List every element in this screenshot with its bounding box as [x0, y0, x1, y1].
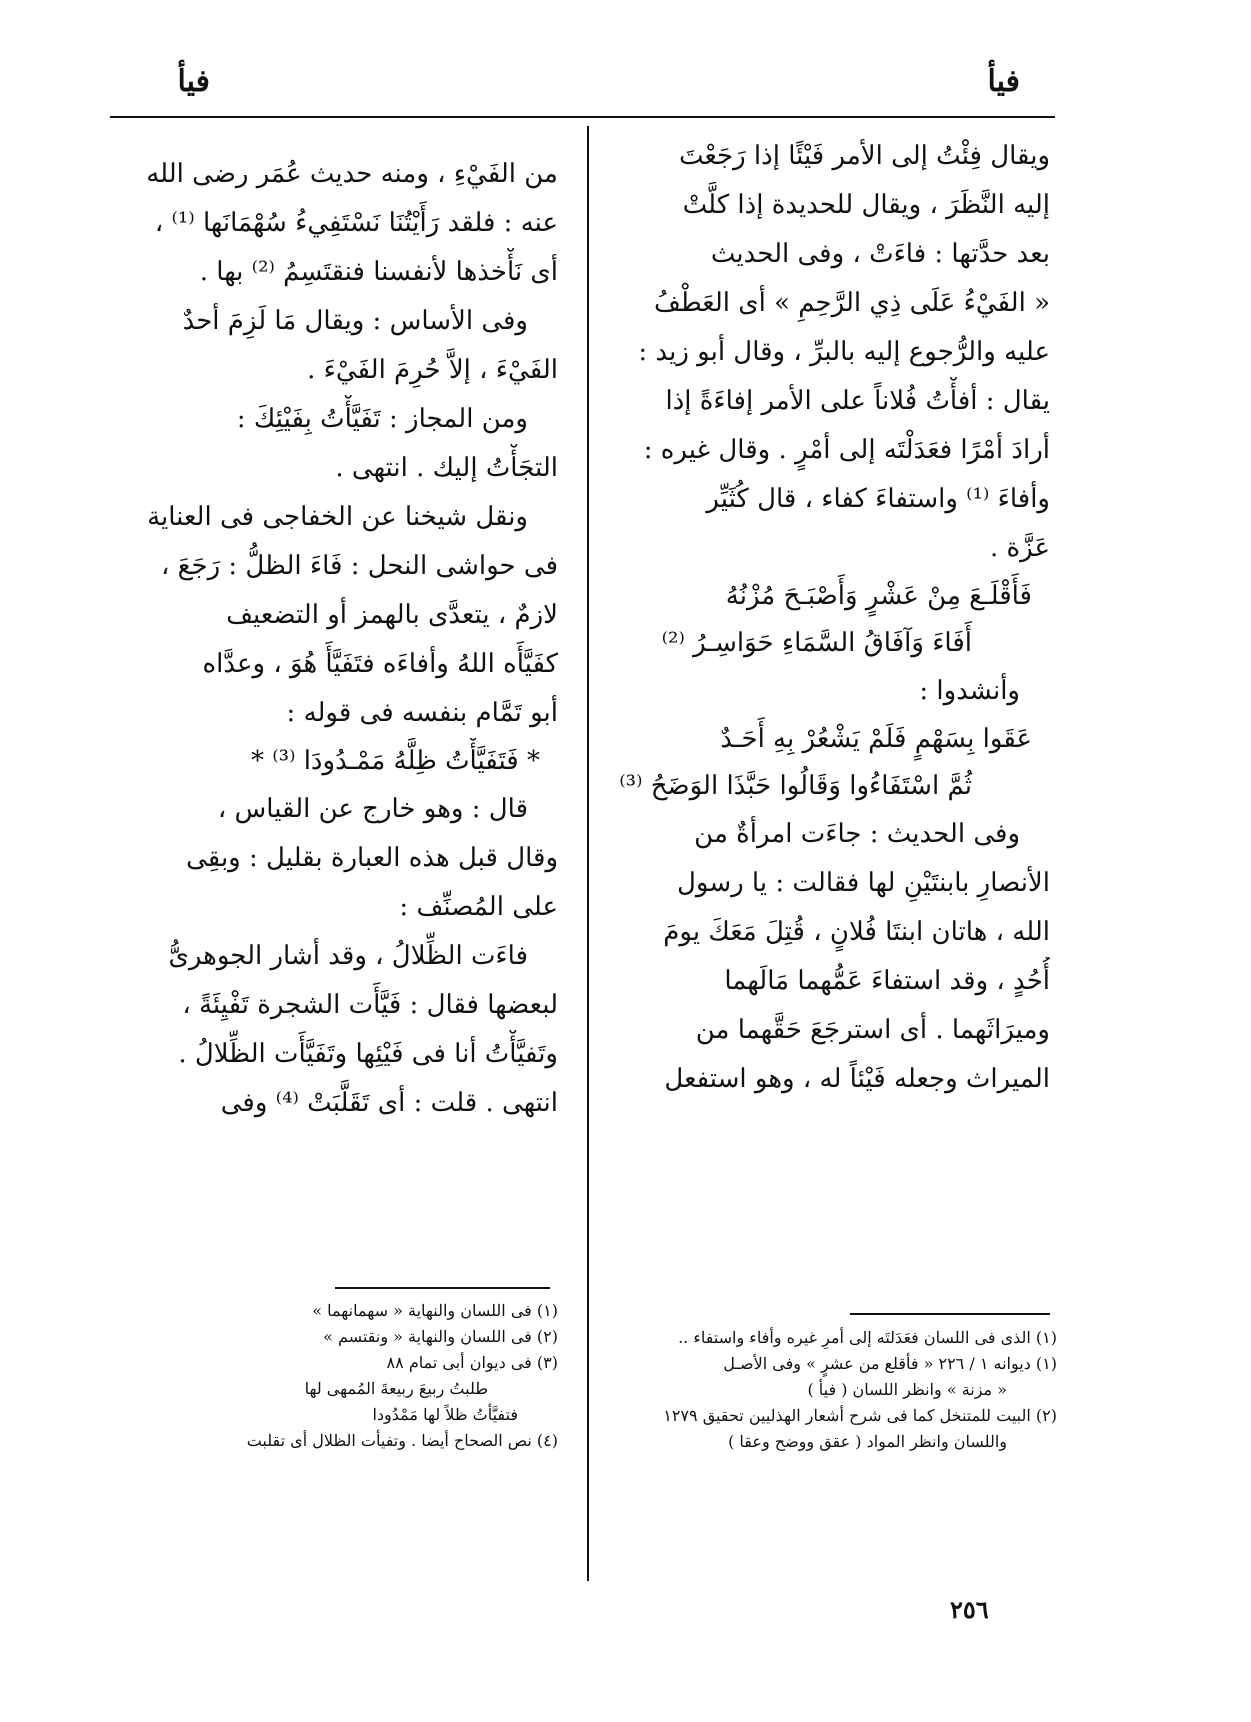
text-line: على المُصنِّف : [399, 892, 558, 922]
text-line: من الفَيْءِ ، ومنه حديث عُمَر رضى الله [146, 159, 558, 189]
footnote-verse: فتفيَّأْتُ ظلاً لها مَمْدُودا [372, 1405, 518, 1424]
footnote: واللسان وانظر المواد ( عقق ووضح وعقا ) [728, 1432, 1007, 1451]
footnote: (٢) البيت للمتنخل كما فى شرح أشعار الهذليين تحقيق ١٢٧٩ [663, 1406, 1057, 1425]
text-line: ونقل شيخنا عن الخفاجى فى العناية [147, 502, 528, 532]
verse-line: عَقَوا بِسَهْمٍ فَلَمْ يَشْعُرْ بِهِ أَحَـدٌ [720, 724, 1032, 754]
text-line: وقال قبل هذه العبارة بقليل : وبقِى [186, 843, 558, 873]
verse-line: أَفَاءَ وَآفَاقُ السَّمَاءِ حَوَاسِـرُ ⁽²⁾ [661, 628, 972, 658]
left-column [110, 150, 558, 1128]
running-header-right: فيأ [987, 64, 1020, 99]
text-line: الميراث وجعله فَيْئاً له ، وهو استفعل [664, 1064, 1050, 1094]
text-line: فى حواشى النحل : فَاءَ الظلُّ : رَجَعَ ، [161, 551, 558, 581]
footnote: (١) الذى فى اللسان فعَدَلتَه إلى أمرِ غيره وأفاء واستفاء .. [678, 1328, 1057, 1347]
left-footnotes [110, 1298, 558, 1454]
footnote-rule [335, 1287, 550, 1289]
header-rule [110, 116, 1055, 118]
footnote: (٢) فى اللسان والنهاية « ونقتسم » [323, 1327, 558, 1346]
text-line: أى نَأْخذها لأنفسنا فنقتَسِمُ ⁽²⁾ بها . [199, 257, 558, 287]
footnote-verse: طلبتُ ربيعَ ربيعةَ المُمهى لها [304, 1379, 488, 1398]
text-line: « الفَيْءُ عَلَى ذِي الرَّحِمِ » أى العَطْفُ [654, 288, 1050, 318]
text-line: يقال : أفأْتُ فُلاناً على الأمر إفاءَةً إذا [665, 386, 1050, 416]
text-line: انتهى . قلت : أى تَقَلَّبَتْ ⁽⁴⁾ وفى [220, 1088, 558, 1118]
text-line: بعد حدَّتها : فاءَتْ ، وفى الحديث [710, 239, 1050, 269]
text-line: عليه والرُّجوع إليه بالبرِّ ، وقال أبو زيد : [638, 337, 1050, 367]
footnote: « مزنة » وانظر اللسان ( فيأ ) [807, 1380, 1007, 1399]
text-line: أُحُدٍ ، وقد استفاءَ عَمُّهما مَالَهما [724, 966, 1050, 996]
column-divider [587, 126, 589, 1581]
text-line: أرادَ أمْرًا فعَدَلْتَه إلى أمْرٍ . وقال غيره : [643, 435, 1050, 465]
text-line: التجَأْتُ إليك . انتهى . [335, 453, 558, 483]
text-line: لازمٌ ، يتعدَّى بالهمز أو التضعيف [226, 600, 558, 630]
text-line: وتَفيَّأْتُ أنا فى فَيْئِها وتَفَيَّأَت الظِّلالُ . [178, 1039, 558, 1069]
text-line: وأنشدوا : [919, 676, 1020, 706]
text-line: إليه النَّظَرَ ، ويقال للحديدة إذا كلَّتْ [682, 190, 1050, 220]
text-line: عَزَّة . [989, 533, 1050, 563]
text-line: وميرَاثَهما . أى استرجَعَ حَقَّهما من [695, 1015, 1050, 1045]
text-line: كفَيَّأَه اللهُ وأفاءَه فتَفَيَّأَ هُوَ ، وعدَّاه [202, 649, 558, 679]
text-line: لبعضها فقال : فَيَّأَت الشجرة تَفْيِئَةً ، [182, 990, 558, 1020]
verse-line: ثُمَّ اسْتَفَاءُوا وَقَالُوا حَبَّذَا الوَضَحُ ⁽³⁾ [619, 771, 972, 801]
page-number: ٢٥٦ [950, 1595, 989, 1624]
text-line: عنه : فلقد رَأَيْتُنَا نَسْتَفِيءُ سُهْمَانَها ⁽¹⁾ ، [154, 208, 558, 238]
text-line: قال : وهو خارج عن القياس ، [217, 794, 528, 824]
running-header-left: فيأ [177, 64, 210, 99]
text-line: الأنصارِ بابنتَيْنِ لها فقالت : يا رسول [677, 868, 1050, 898]
text-line: ويقال فِئْتُ إلى الأمر فَيْئًا إذا رَجَعْتَ [678, 141, 1050, 171]
verse-line: فَأَقْلَـعَ مِنْ عَشْرٍ وَأَصْبَـحَ مُزْنُهُ [725, 581, 1032, 611]
text-line: وفى الحديث : جاءَت امرأةٌ من [694, 819, 1020, 849]
text-line: الفَيْءَ ، إلاَّ حُرِمَ الفَيْءَ . [307, 355, 558, 385]
text-line: ومن المجاز : تَفَيَّأْتُ بِفَيْئِكَ : [236, 404, 528, 434]
right-footnotes [612, 1325, 1057, 1455]
text-line: فاءَت الظِّلالُ ، وقد أشار الجوهرىُّ [168, 941, 528, 971]
verse-line: * فَتَفَيَّأْتُ ظِلَّهُ مَمْـدُودَا ⁽³⁾ * [250, 746, 540, 776]
text-line: وأفاءَ ⁽¹⁾ واستفاءَ كفاء ، قال كُثَيِّر [706, 484, 1050, 514]
footnote-rule [850, 1313, 1050, 1315]
text-line: وفى الأساس : ويقال مَا لَزِمَ أحدٌ [182, 306, 528, 336]
footnote: (١) ديوانه ١ / ٢٢٦ « فأقلع من عشرٍ » وفى الأصـل [723, 1354, 1057, 1373]
text-line: الله ، هاتان ابنتَا فُلانٍ ، قُتِلَ مَعَكَ يومَ [663, 917, 1050, 947]
footnote: (١) فى اللسان والنهاية « سهمانهما » [312, 1301, 558, 1320]
footnote: (٣) فى ديوان أبى تمام ٨٨ [386, 1353, 558, 1372]
text-line: أبو تَمَّام بنفسه فى قوله : [286, 698, 558, 728]
footnote: (٤) نص الصحاح أيضا . وتفيأت الظلال أى تقلبت [246, 1431, 558, 1450]
right-column [612, 132, 1050, 1104]
